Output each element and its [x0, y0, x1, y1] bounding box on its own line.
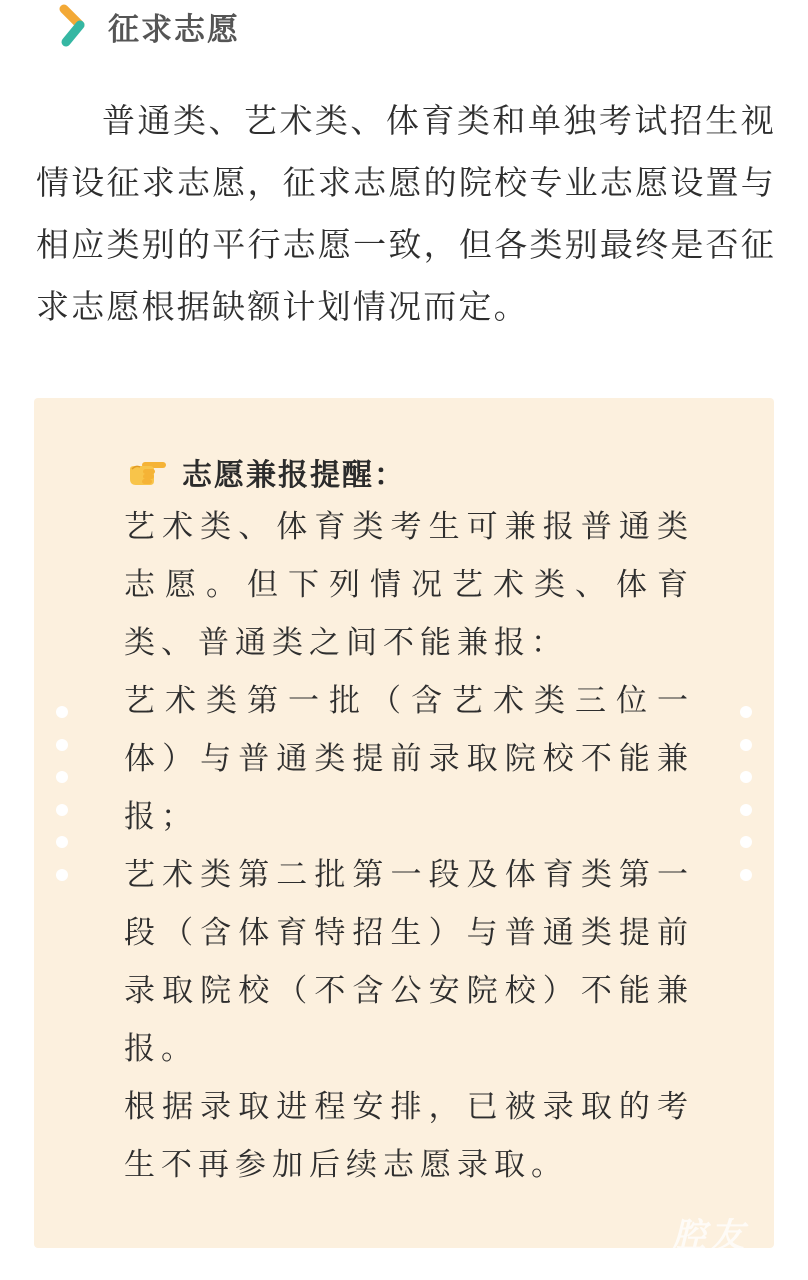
decorative-dots-right: [740, 706, 752, 901]
section-header: [56, 2, 240, 50]
pointing-hand-icon: [126, 457, 168, 487]
reminder-paragraph: 艺术类第一批（含艺术类三位一体）与普通类提前录取院校不能兼报；: [124, 683, 694, 835]
reminder-heading: [126, 450, 406, 494]
watermark: 腔友: [672, 1216, 748, 1256]
decorative-dots-left: [56, 706, 68, 901]
reminder-card: [34, 398, 774, 1248]
reminder-title: 志愿兼报提醒：: [182, 458, 406, 493]
section-title: 征求志愿: [108, 11, 240, 48]
reminder-paragraph: 艺术类第二批第一段及体育类第一段（含体育特招生）与普通类提前录取院校（不含公安院校）不能兼报。: [124, 857, 694, 1067]
reminder-paragraph: 根据录取进程安排，已被录取的考生不再参加后续志愿录取。: [124, 1089, 694, 1183]
reminder-paragraph: 艺术类、体育类考生可兼报普通类志愿。但下列情况艺术类、体育类、普通类之间不能兼报：: [124, 509, 694, 661]
intro-paragraph: 普通类、艺术类、体育类和单独考试招生视情设征求志愿，征求志愿的院校专业志愿设置与相应类别的平行志愿一致，但各类别最终是否征求志愿根据缺额计划情况而定。: [36, 101, 776, 326]
chevron-right-icon: [56, 3, 90, 49]
reminder-body: [124, 498, 694, 1194]
